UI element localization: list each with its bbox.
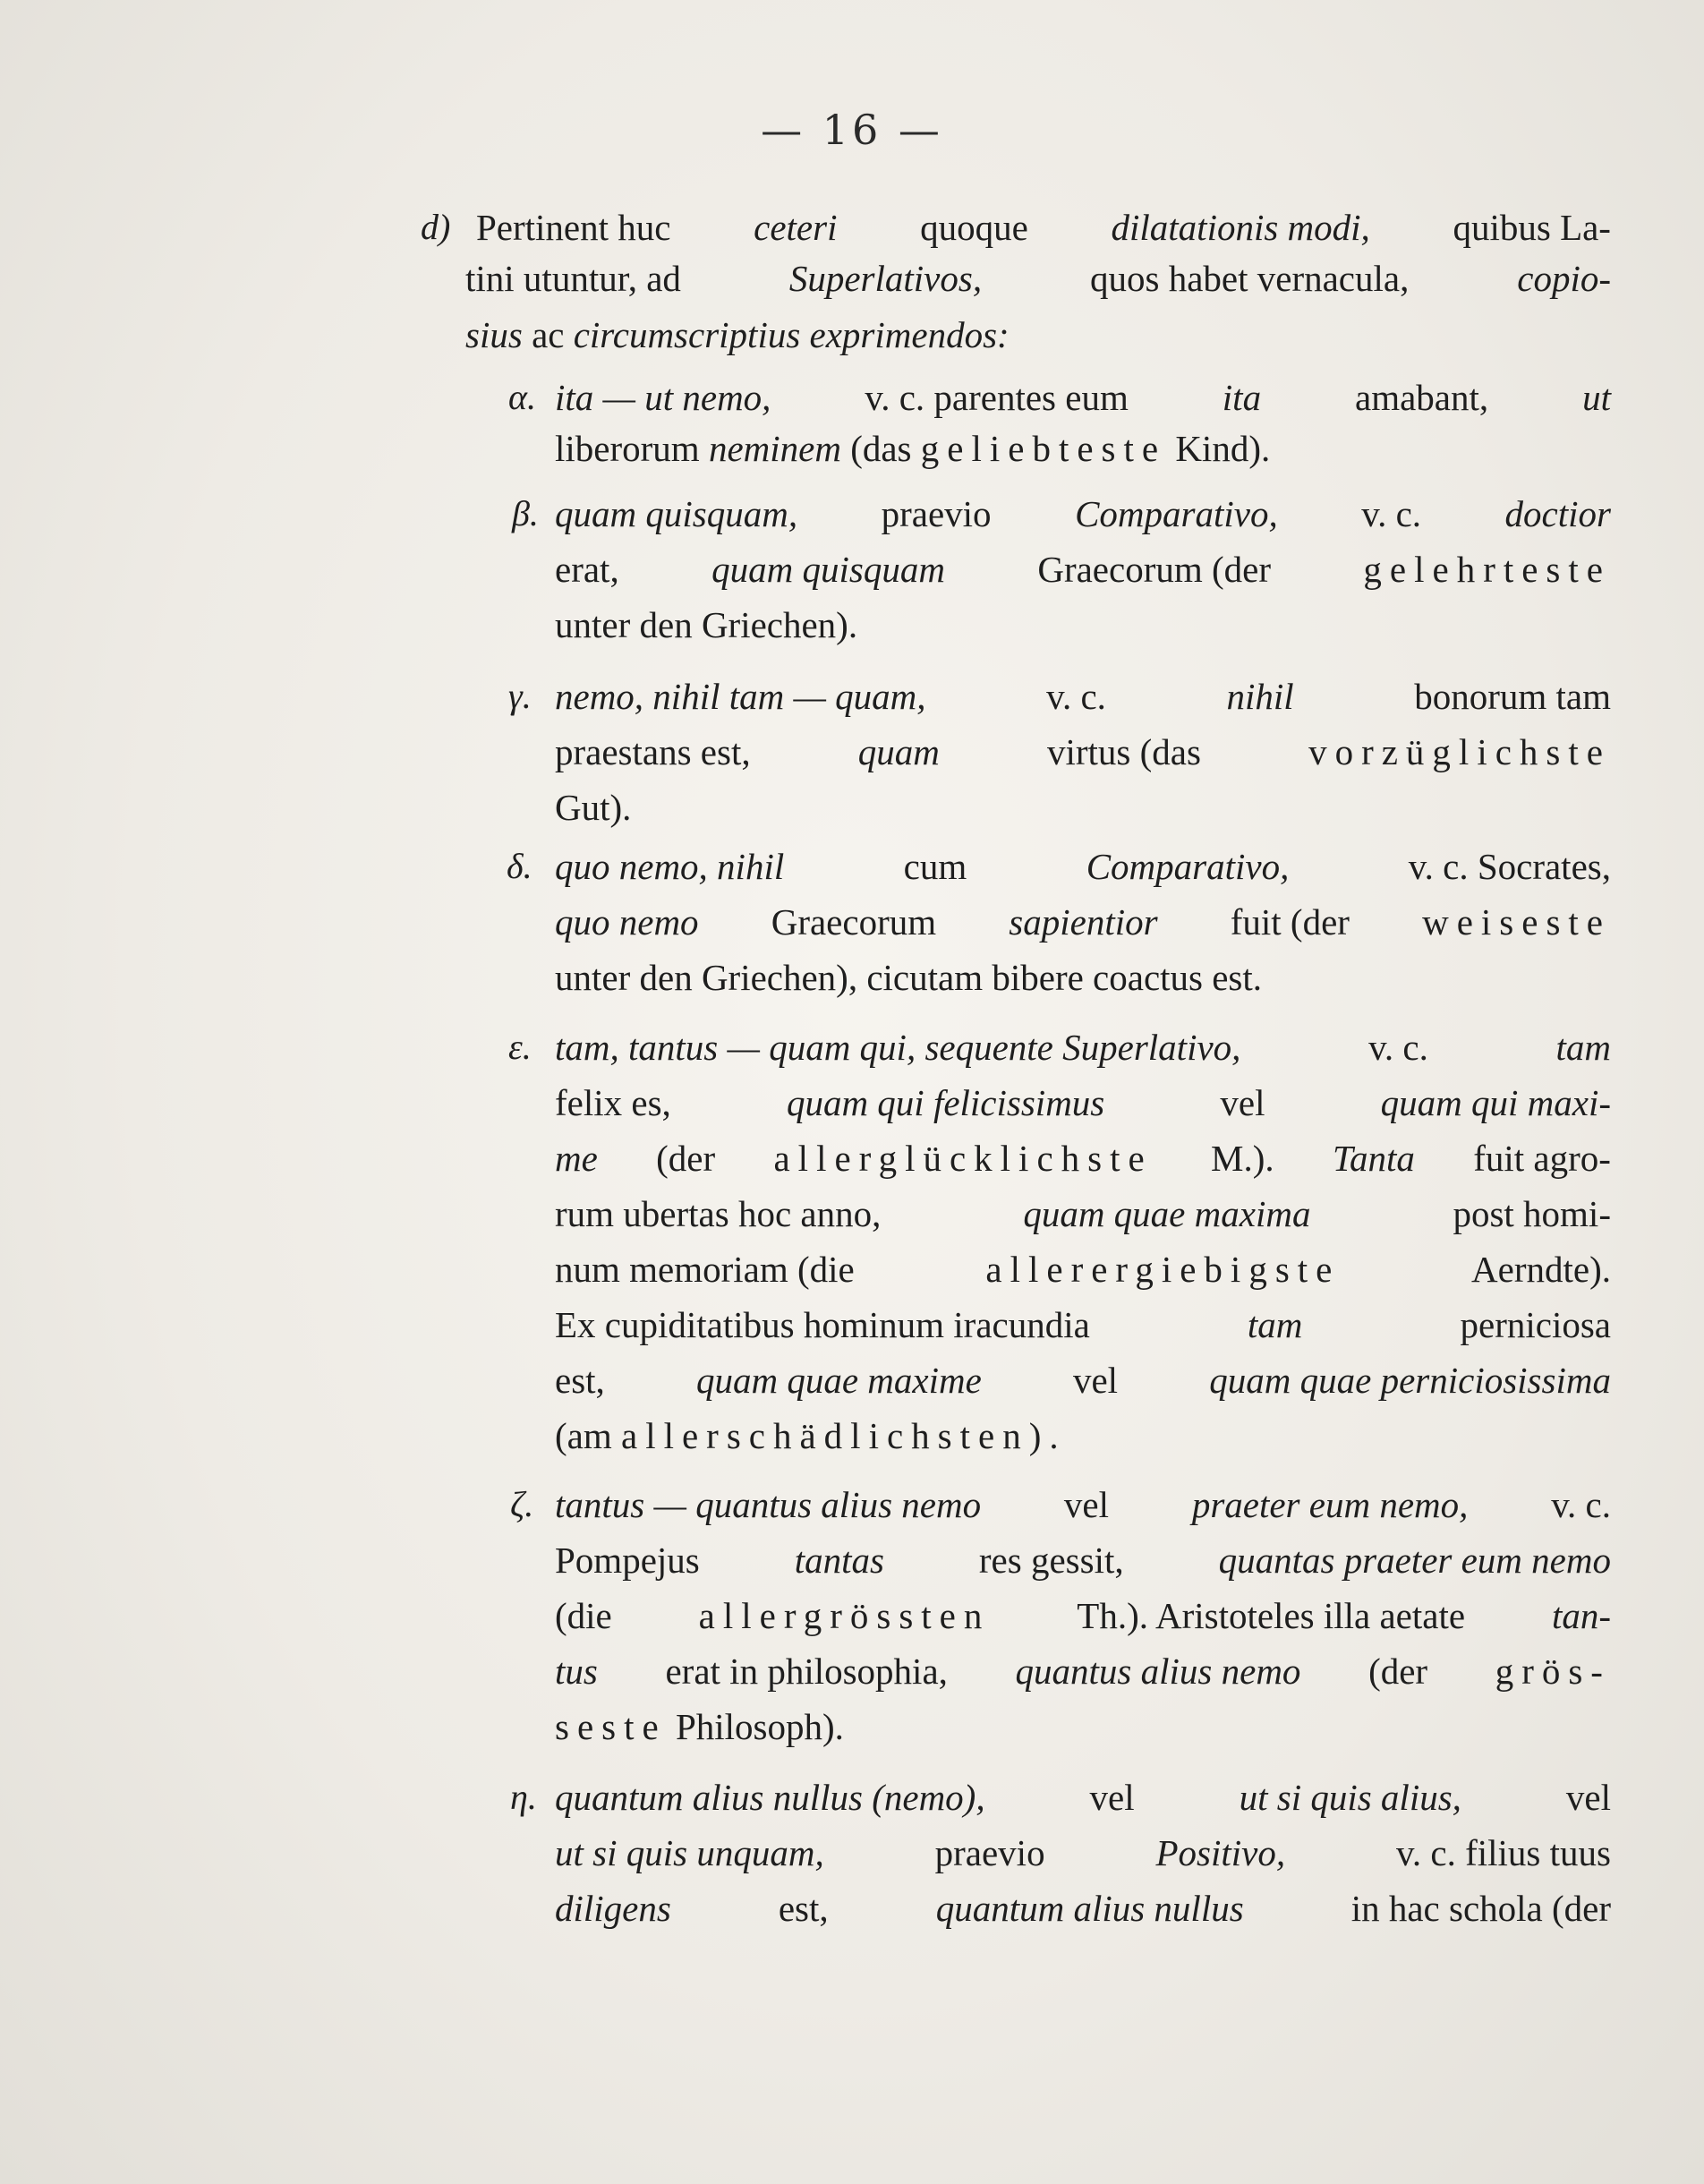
section-label-d: d) [421,207,451,247]
spaced-text: gelehrteste [1363,549,1611,590]
text-run: Comparativo, [1075,493,1278,534]
text-run: quam qui felicissimus [786,1082,1105,1123]
text-run: nemo, nihil tam — quam, [555,676,926,717]
text-run: quo nemo, nihil [555,846,785,887]
text-run: v. c. [1361,493,1422,534]
epsilon-line-3 [555,1135,1611,1182]
text-run: dilatationis modi, [1111,207,1370,248]
gamma-line-2 [555,729,1611,775]
text-run: unter den Griechen), cicutam bibere coactus est. [555,957,1263,998]
spaced-text: allerglücklichste [773,1138,1153,1179]
zeta-line-2 [555,1537,1611,1583]
text-run: neminem [708,428,841,469]
spaced-text: allerschädlichsten). [621,1415,1067,1456]
text-run: tini utuntur, ad [465,258,681,299]
text-run: quoque [920,207,1028,248]
text-run: tam, tantus — quam qui, sequente Superlativo, [555,1027,1241,1068]
text-run: quam quae maxime [695,1360,982,1401]
text-run: ceteri [754,207,838,248]
spaced-text: allerergiebigste [985,1249,1341,1290]
text-run: ita [1222,377,1262,418]
gamma-line-1 [555,673,1611,720]
text-run: quam [857,731,940,772]
text-run: rum ubertas hoc anno, [555,1193,882,1234]
text-run: v. c. [1046,676,1106,717]
text-run: quo nemo [555,901,699,943]
text-run: Pompejus [555,1540,700,1581]
text-run: unter den Griechen). [555,604,858,645]
alpha-line-1 [555,374,1611,421]
epsilon-line-4 [555,1190,1611,1237]
text-run: Kind). [1175,428,1271,469]
text-run: Pertinent huc [476,207,671,248]
text-run: Positivo, [1155,1832,1286,1873]
spaced-text: seste [555,1706,667,1747]
section-d-line-2 [465,255,1611,302]
text-run: liberorum [555,428,700,469]
text-run: erat in philosophia, [665,1651,948,1692]
text-run: bonorum tam [1414,676,1611,717]
text-run: quam quae perniciosissima [1209,1360,1611,1401]
spaced-text: geliebteste [920,428,1167,469]
text-run: praestans est, [555,731,751,772]
text-run: sapientior [1009,901,1158,943]
text-run: praeter eum nemo, [1191,1484,1469,1525]
text-run: quantum alius nullus (nemo), [555,1777,985,1818]
text-run: Tanta [1332,1138,1415,1179]
text-run: quam quisquam [711,549,945,590]
text-run: quam quae maxima [1023,1193,1311,1234]
text-run: quibus La- [1453,207,1611,248]
text-run: (am [555,1415,612,1456]
text-run: post homi- [1453,1193,1611,1234]
epsilon-line-5 [555,1246,1611,1292]
text-run: (das [850,428,912,469]
text-run: ita — ut nemo, [555,377,771,418]
section-label-delta: δ. [507,846,532,886]
text-run: num memoriam (die [555,1249,855,1290]
zeta-line-1 [555,1481,1611,1528]
text-run: praevio [934,1832,1045,1873]
text-run: Graecorum [771,901,937,943]
page-number: — 16 — [761,106,943,154]
text-run: cum [903,846,967,887]
spaced-text: vorzüglichste [1308,731,1611,772]
text-run: praevio [881,493,992,534]
text-run: Aerndte). [1471,1249,1611,1290]
eta-line-2 [555,1830,1611,1876]
text-run: v. c. parentes eum [865,377,1129,418]
text-run: v. c. filius tuus [1396,1832,1611,1873]
text-run: ac [532,314,565,355]
epsilon-line-8 [555,1412,1067,1459]
text-run: ut si quis alius, [1239,1777,1461,1818]
text-run: ut si quis unquam, [555,1832,824,1873]
text-run: vel [1072,1360,1119,1401]
section-label-zeta: ζ. [510,1484,534,1524]
text-run: v. c. [1551,1484,1611,1525]
text-run: copio- [1517,258,1611,299]
section-d-line-1 [476,204,1611,251]
section-d-line-3 [465,311,1010,358]
text-run: Superlativos, [788,258,983,299]
text-run: v. c. Socrates, [1408,846,1611,887]
text-run: quam quisquam, [555,493,798,534]
text-run: quam qui maxi- [1380,1082,1611,1123]
beta-line-2 [555,546,1611,593]
text-run: (der [656,1138,716,1179]
text-run: tan- [1551,1595,1611,1636]
eta-line-1 [555,1774,1611,1821]
text-run: amabant, [1355,377,1489,418]
text-run: tantus — quantus alius nemo [555,1484,982,1525]
text-run: felix es, [555,1082,671,1123]
text-run: nihil [1226,676,1294,717]
text-run: (der [1368,1651,1428,1692]
text-run: est, [555,1360,605,1401]
text-run: ut [1582,377,1611,418]
text-run: Ex cupiditatibus hominum iracundia [555,1304,1090,1345]
epsilon-line-2 [555,1079,1611,1126]
text-run: tus [555,1651,598,1692]
text-run: vel [1220,1082,1265,1123]
section-label-eta: η. [510,1777,537,1817]
delta-line-1 [555,843,1611,890]
text-run: doctior [1504,493,1611,534]
epsilon-line-6 [555,1301,1611,1348]
text-run: vel [1063,1484,1109,1525]
text-run: Graecorum (der [1037,549,1271,590]
text-run: est, [778,1888,829,1929]
text-run: quantus alius nemo [1015,1651,1301,1692]
epsilon-line-7 [555,1357,1611,1403]
beta-line-3 [555,601,857,648]
text-run: quos habet vernacula, [1090,258,1410,299]
text-run: vel [1089,1777,1135,1818]
text-run: M.). [1211,1138,1274,1179]
section-label-gamma: γ. [508,676,532,716]
spaced-text: allergrössten [698,1595,991,1636]
text-run: tam [1247,1304,1303,1345]
text-run: sius [465,314,523,355]
text-run: circumscriptius exprimendos: [573,314,1010,355]
text-run: perniciosa [1460,1304,1611,1345]
zeta-line-5 [555,1703,844,1750]
text-run: v. c. [1368,1027,1428,1068]
text-run: quantas praeter eum nemo [1218,1540,1611,1581]
text-run: Th.). Aristoteles illa aetate [1077,1595,1466,1636]
epsilon-line-1 [555,1024,1611,1071]
text-run: diligens [555,1888,671,1929]
spaced-text: weiseste [1422,901,1611,943]
text-run: tantas [794,1540,884,1581]
spaced-text: grös- [1495,1651,1611,1692]
text-run: (die [555,1595,612,1636]
section-label-alpha: α. [508,377,536,417]
text-run: fuit (der [1230,901,1350,943]
alpha-line-2 [555,425,1270,472]
text-run: vel [1565,1777,1611,1818]
beta-line-1 [555,491,1611,537]
text-run: Philosoph). [675,1706,844,1747]
text-run: Gut). [555,787,632,828]
section-label-beta: β. [512,493,539,533]
zeta-line-3 [555,1592,1611,1639]
text-run: Comparativo, [1086,846,1290,887]
text-run: quantum alius nullus [935,1888,1244,1929]
delta-line-3 [555,954,1262,1001]
eta-line-3 [555,1885,1611,1932]
text-run: in hac schola (der [1350,1888,1611,1929]
delta-line-2 [555,899,1611,945]
text-run: erat, [555,549,619,590]
text-run: fuit agro- [1473,1138,1611,1179]
text-run: virtus (das [1046,731,1201,772]
text-run: res gessit, [978,1540,1124,1581]
text-run: me [555,1138,598,1179]
gamma-line-3 [555,784,631,831]
zeta-line-4 [555,1648,1611,1694]
section-label-epsilon: ε. [508,1027,532,1067]
text-run: tam [1555,1027,1611,1068]
